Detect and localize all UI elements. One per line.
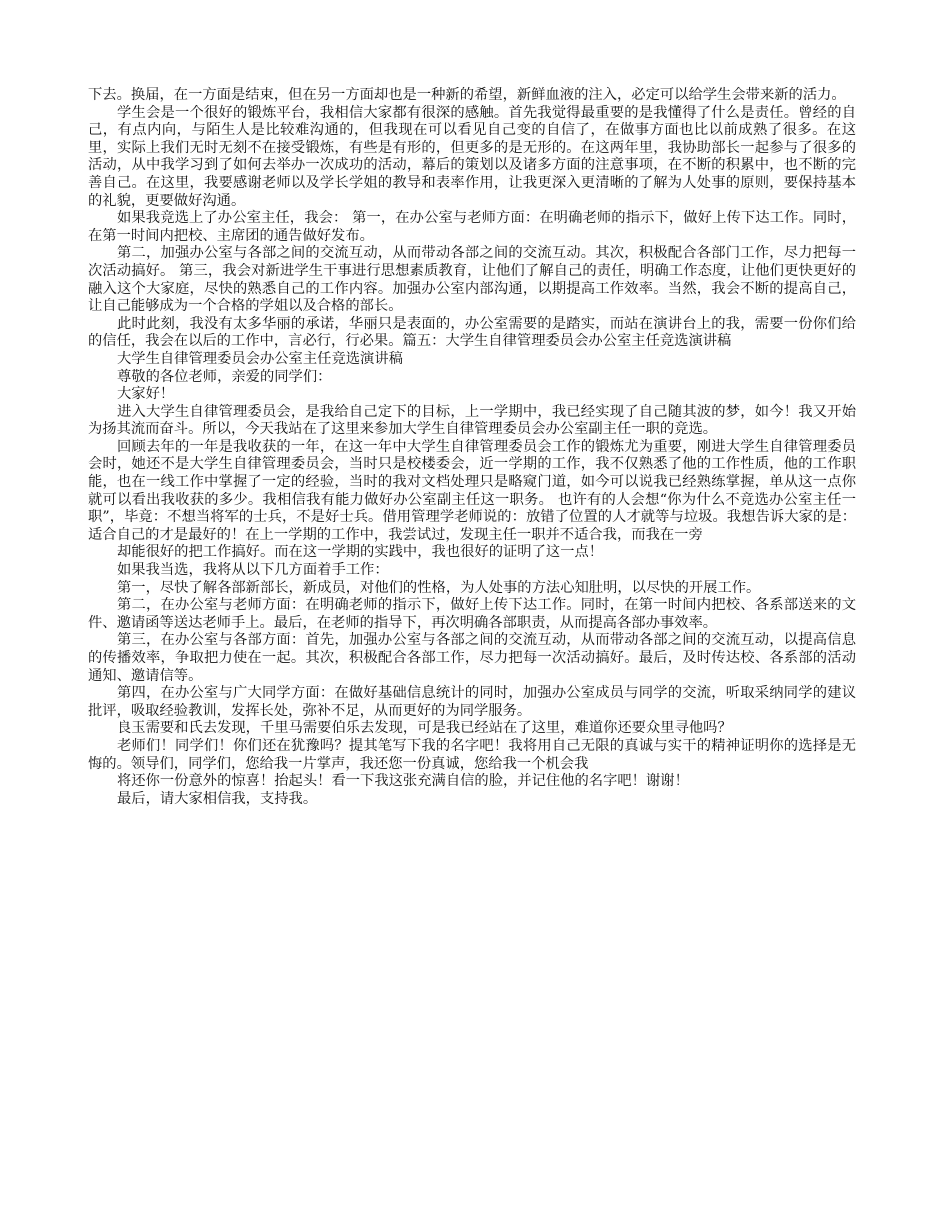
paragraph: 如果我当选，我将从以下几方面着手工作： xyxy=(117,562,389,579)
paragraph: 回顾去年的一年是我收获的一年，在这一年中大学生自律管理委员会工作的锻炼尤为重要，刚进大学生自律管理委员会时，她还不是大学生自律管理委员会，当时只是校楼委会，近一学期的工作，我不仅熟悉了他的工作性质，他的工作职能，也在一线工作中掌握了一定的经验，当时的我对文档处理只是略窥门道，如今可以说我已经熟练掌握，单从这一点你就可以看出我收获的多少。我相信我有能力做好办公室副主任这一职务。 也许有的人会想“你为什么不竞选办公室主任一职”，毕竟：不想当将军的士兵，不是好士兵。借用管理学老师说的：放错了位置的人才就等与垃圾。我想告诉大家的是：适合自己的才是最好的！在上一学期的工作中，我尝试过，发现主任一职并不适合我，而我在一旁 xyxy=(88,438,856,543)
paragraph: 将还你一份意外的惊喜！抬起头！看一下我这张充满自信的脸，并记住他的名字吧！谢谢！ xyxy=(117,773,689,790)
paragraph: 第四，在办公室与广大同学方面：在做好基础信息统计的同时，加强办公室成员与同学的交流，听取采纳同学的建议批评，吸取经验教训，发挥长处，弥补不足，从而更好的为同学服务。 xyxy=(88,685,856,719)
paragraph-heading: 大学生自律管理委员会办公室主任竞选演讲稿 xyxy=(117,350,403,367)
paragraph: 却能很好的把工作搞好。而在这一学期的实践中，我也很好的证明了这一点！ xyxy=(117,544,604,561)
greeting: 大家好！ xyxy=(117,386,175,403)
paragraph: 第二，加强办公室与各部之间的交流互动，从而带动各部之间的交流互动。其次，积极配合各部门工作，尽力把每一次活动搞好。 第三，我会对新进学生干事进行思想素质教育，让他们了解自己的责任，明确工作态度，让他们更快更好的融入这个大家庭，尽快的熟悉自己的工作内容。加强办公室内部沟通，以期提高工作效率。当然，我会不断的提高自己，让自己能够成为一个合格的学姐以及合格的部长。 xyxy=(88,245,856,315)
paragraph: 第二，在办公室与老师方面：在明确老师的指示下，做好上传下达工作。同时，在第一时间内把校、各系部送来的文件、邀请函等送达老师手上。最后，在老师的指导下，再次明确各部职责，从而提高各部办事效率。 xyxy=(88,597,856,631)
paragraph: 学生会是一个很好的锻炼平台，我相信大家都有很深的感触。首先我觉得最重要的是我懂得了什么是责任。曾经的自己，有点内向，与陌生人是比较难沟通的，但我现在可以看见自己变的自信了，在做事方面也比以前成熟了很多。在这里，实际上我们无时无刻不在接受锻炼，有些是有形的，但更多的是无形的。在这两年里，我协助部长一起参与了很多的活动，从中我学习到了如何去举办一次成功的活动，幕后的策划以及诸多方面的注意事项，在不断的积累中，也不断的完善自己。在这里，我要感谢老师以及学长学姐的教导和表率作用，让我更深入更清晰的了解为人处事的原则，要保持基本的礼貌，更要做好沟通。 xyxy=(88,104,856,209)
salutation: 尊敬的各位老师，亲爱的同学们： xyxy=(117,368,332,385)
paragraph: 良玉需要和氏去发现，千里马需要伯乐去发现，可是我已经站在了这里，难道你还要众里寻他吗？ xyxy=(117,720,732,737)
document-body xyxy=(88,87,856,808)
paragraph: 此时此刻，我没有太多华丽的承诺，华丽只是表面的，办公室需要的是踏实，而站在演讲台上的我，需要一份你们给的信任，我会在以后的工作中，言必行，行必果。篇五：大学生自律管理委员会办公室主任竞选演讲稿 xyxy=(88,315,856,350)
paragraph: 老师们！同学们！你们还在犹豫吗？提其笔写下我的名字吧！我将用自己无限的真诚与实干的精神证明你的选择是无悔的。领导们，同学们，您给我一片掌声，我还您一份真诚，您给我一个机会我 xyxy=(88,737,856,772)
paragraph: 如果我竞选上了办公室主任，我会： 第一，在办公室与老师方面：在明确老师的指示下，做好上传下达工作。同时，在第一时间内把校、主席团的通告做好发布。 xyxy=(88,210,856,244)
paragraph: 下去。换届，在一方面是结束，但在另一方面却也是一种新的希望，新鲜血液的注入，必定可以给学生会带来新的活力。 xyxy=(88,87,846,103)
paragraph: 第三，在办公室与各部方面：首先，加强办公室与各部之间的交流互动，从而带动各部之间的交流互动，以提高信息的传播效率，争取把力使在一起。其次，积极配合各部工作，尽力把每一次活动搞好。最后，及时传达校、各系部的活动通知、邀请信等。 xyxy=(88,632,856,684)
paragraph: 第一，尽快了解各部新部长，新成员，对他们的性格，为人处事的方法心知肚明，以尽快的开展工作。 xyxy=(117,579,761,596)
closing-line: 最后，请大家相信我，支持我。 xyxy=(117,790,318,807)
paragraph: 进入大学生自律管理委员会，是我给自己定下的目标，上一学期中，我已经实现了自己随其波的梦，如今！我又开始为扬其流而奋斗。所以，今天我站在了这里来参加大学生自律管理委员会办公室副主任一职的竞选。 xyxy=(88,403,856,438)
